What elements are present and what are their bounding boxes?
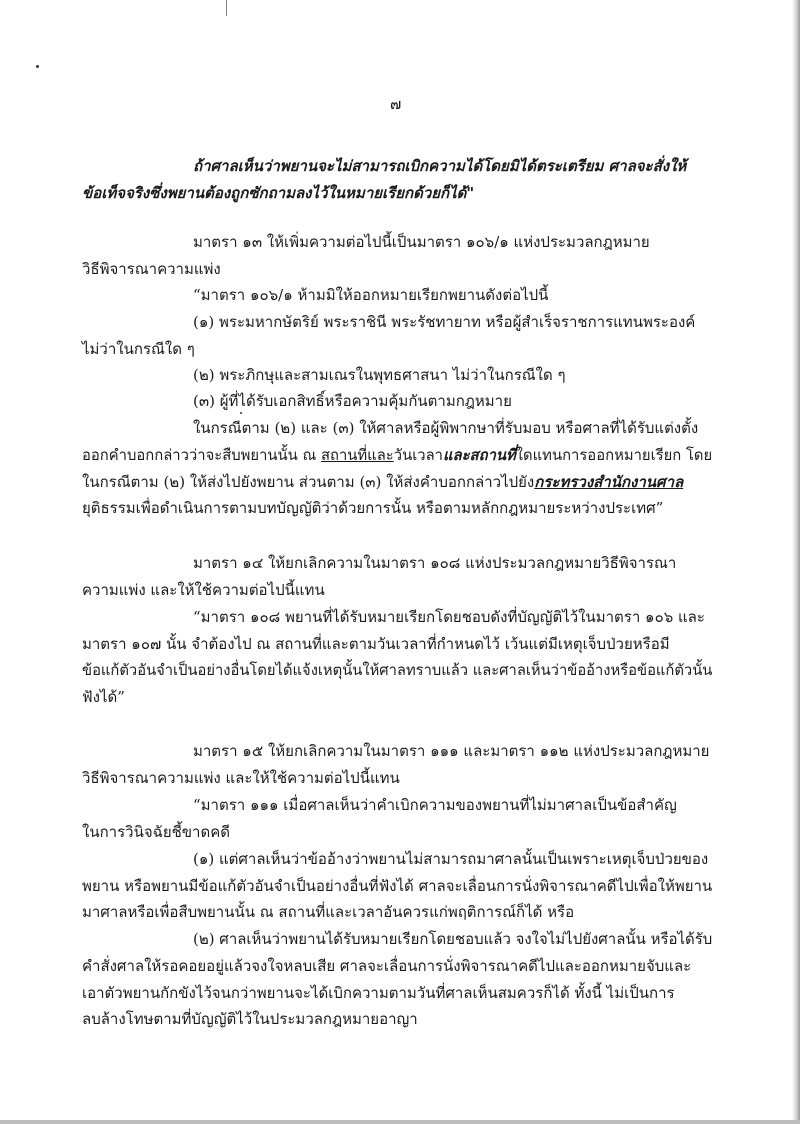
body-line <box>82 902 574 922</box>
line-text: มาศาลหรือเพื่อสืบพยานนั้น ณ สถานที่และเวลาอันควรแก่พฤติการณ์ก็ได้ หรือ <box>82 903 575 921</box>
line-text: มาตรา ๑๕ ให้ยกเลิกความในมาตรา ๑๑๑ และมาตรา ๑๑๒ แห่งประมวลกฎหมาย <box>193 742 710 760</box>
body-line <box>82 983 675 1003</box>
body-line <box>82 259 221 279</box>
body-line <box>82 498 663 518</box>
body-line <box>82 876 712 896</box>
body-line <box>82 822 230 842</box>
line-text: (๑) แต่ศาลเห็นว่าข้ออ้างว่าพยานไม่สามารถมาศาลนั้นเป็นเพราะเหตุเจ็บป่วยของ <box>193 850 709 868</box>
line-text: เอาตัวพยานกักขังไว้จนกว่าพยานจะได้เบิกความตามวันที่ศาลเห็นสมควรก็ได้ ทั้งนี้ ไม่เป็นการ <box>82 984 675 1002</box>
line-text: ในกรณีตาม (๒) และ (๓) ให้ศาลหรือผู้พิพากษาที่รับมอบ หรือศาลที่ได้รับแต่งตั้ง <box>193 419 699 437</box>
line-text: (๒) พระภิกษุและสามเณรในพุทธศาสนา ไม่ว่าในกรณีใด ๆ <box>193 366 566 384</box>
line-text: กระทรวงสำนักงานศาล <box>534 473 684 491</box>
body-line <box>193 418 698 438</box>
line-text: และสถานที่ <box>442 446 516 464</box>
line-text: วิธีพิจารณาความแพ่ง <box>82 260 221 278</box>
line-text: มาตรา ๑๔ ให้ยกเลิกความในมาตรา ๑๐๘ แห่งประมวลกฎหมายวิธีพิจารณา <box>193 554 677 572</box>
scan-artifact-mark <box>226 0 227 16</box>
body-line <box>82 768 400 788</box>
body-line <box>193 365 566 385</box>
line-text: ในการวินิจฉัยชี้ขาดคดี <box>82 823 230 841</box>
line-text: ความแพ่ง และให้ใช้ความต่อไปนี้แทน <box>82 581 325 599</box>
line-text: (๒) ศาลเห็นว่าพยานได้รับหมายเรียกโดยชอบแล้ว จงใจไม่ไปยังศาลนั้น หรือได้รับ <box>193 930 713 948</box>
line-text: วิธีพิจารณาความแพ่ง และให้ใช้ความต่อไปนี้แทน <box>82 769 400 787</box>
body-line <box>82 660 712 680</box>
body-line <box>193 156 686 176</box>
body-line <box>82 472 683 492</box>
line-text: วันเวลา <box>393 446 443 464</box>
body-line <box>193 741 709 761</box>
line-text: ยุติธรรมเพื่อดำเนินการตามบทบัญญัติว่าด้วยการนั้น หรือตามหลักกฎหมายระหว่างประเทศ” <box>82 499 664 517</box>
line-text: ในกรณีตาม (๒) ให้ส่งไปยังพยาน ส่วนตาม (๓) ให้ส่งคำบอกกล่าวไปยัง <box>82 473 535 491</box>
body-line <box>193 607 705 627</box>
line-text: ลบล้างโทษตามที่บัญญัติไว้ในประมวลกฎหมายอาญา <box>82 1010 418 1028</box>
body-line <box>193 285 548 305</box>
scan-bottom-edge <box>0 1120 800 1124</box>
line-text: ฟังได้” <box>82 688 125 706</box>
body-line <box>82 183 474 203</box>
line-text: พยาน หรือพยานมีข้อแก้ตัวอันจำเป็นอย่างอื่นที่ฟังได้ ศาลจะเลื่อนการนั่งพิจารณาคดีไปเพื่อให้พยาน <box>82 877 713 895</box>
body-line <box>82 580 325 600</box>
scan-speck <box>36 65 39 68</box>
scan-page-edge <box>792 0 800 1124</box>
line-text: ถ้าศาลเห็นว่าพยานจะไม่สามารถเบิกความได้โดยมิได้ตระเตรียม ศาลจะสั่งให้ <box>193 157 687 175</box>
body-line <box>82 956 691 976</box>
line-text: สถานที่และ <box>320 446 394 464</box>
line-text: “มาตรา ๑๐๖/๑ ห้ามมิให้ออกหมายเรียกพยานดังต่อไปนี้ <box>193 286 549 304</box>
body-line <box>193 553 676 573</box>
body-line <box>82 634 670 654</box>
line-text: คำสั่งศาลให้รอคอยอยู่แล้วจงใจหลบเสีย ศาลจะเลื่อนการนั่งพิจารณาคดีไปและออกหมายจับและ <box>82 957 692 975</box>
line-text: มาตรา ๑๐๗ นั้น จำต้องไป ณ สถานที่และตามวันเวลาที่กำหนดไว้ เว้นแต่มีเหตุเจ็บป่วยหรือมี <box>82 635 670 653</box>
line-text: ข้อเท็จจริงซึ่งพยานต้องถูกซักถามลงไว้ในหมายเรียกด้วยก็ได้" <box>82 184 475 202</box>
line-text: (๑) พระมหากษัตริย์ พระราชินี พระรัชทายาท หรือผู้สำเร็จราชการแทนพระองค์ <box>193 313 696 331</box>
line-text: ใดแทนการออกหมายเรียก โดย <box>515 446 713 464</box>
body-line <box>193 232 650 252</box>
body-line <box>193 391 512 411</box>
body-line <box>193 849 708 869</box>
body-line <box>82 339 195 359</box>
line-text: ไม่ว่าในกรณีใด ๆ <box>82 340 195 358</box>
line-text: มาตรา ๑๓ ให้เพิ่มความต่อไปนี้เป็นมาตรา ๑๐๖/๑ แห่งประมวลกฎหมาย <box>193 233 650 251</box>
line-text: “มาตรา ๑๐๘ พยานที่ได้รับหมายเรียกโดยชอบดังที่บัญญัติไว้ในมาตรา ๑๐๖ และ <box>193 608 705 626</box>
body-line <box>82 445 712 465</box>
line-text: “มาตรา ๑๑๑ เมื่อศาลเห็นว่าคำเบิกความของพยานที่ไม่มาศาลเป็นข้อสำคัญ <box>193 796 677 814</box>
body-line <box>193 312 695 332</box>
page-number: ๗ <box>390 95 402 113</box>
body-line <box>193 795 677 815</box>
line-text: (๓) ผู้ที่ได้รับเอกสิทธิ์หรือความคุ้มกันตามกฎหมาย <box>193 392 512 410</box>
body-line <box>193 929 712 949</box>
body-line <box>82 687 125 707</box>
scan-speck <box>240 412 242 414</box>
body-line <box>82 1009 418 1029</box>
line-text: ข้อแก้ตัวอันจำเป็นอย่างอื่นโดยได้แจ้งเหตุนั้นให้ศาลทราบแล้ว และศาลเห็นว่าข้ออ้างหรือข้อแก้ตัวนั้น <box>82 661 713 679</box>
line-text: ออกคำบอกกล่าวว่าจะสืบพยานนั้น ณ <box>82 446 321 464</box>
